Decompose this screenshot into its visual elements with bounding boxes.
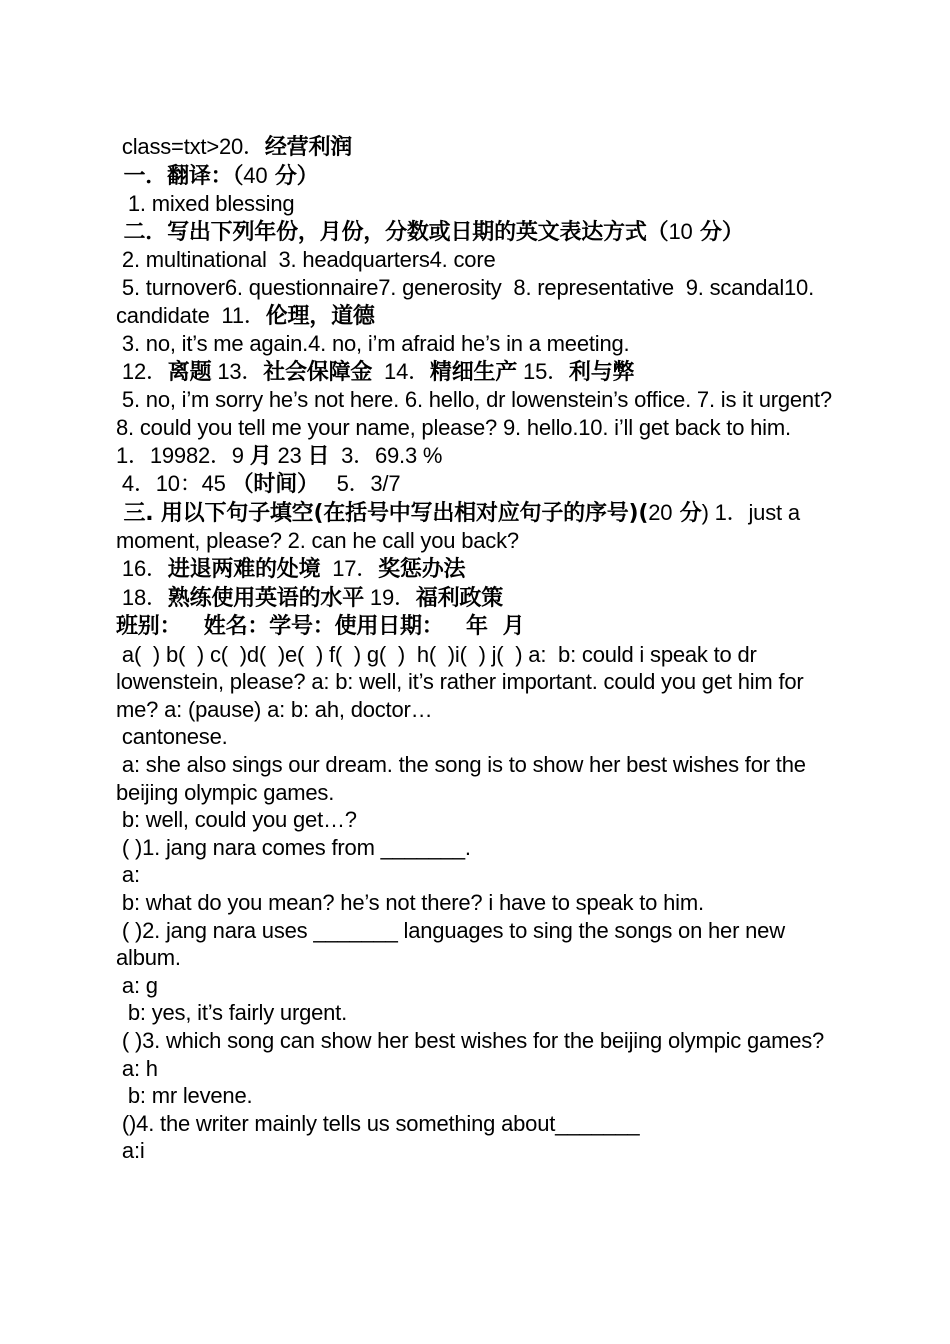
text-segment: 10 xyxy=(668,218,693,244)
text-segment: b: what do you mean? he’s not there? i have to speak to him. xyxy=(116,890,704,916)
text-segment: a: h xyxy=(116,1055,158,1081)
text-segment: a: xyxy=(116,862,140,888)
bold-text-segment: 班别： 姓名：学号：使用日期： 年 月 xyxy=(116,614,525,640)
text-segment: a: g xyxy=(116,972,158,998)
bold-text-segment: 分） xyxy=(692,219,744,245)
text-segment: 18． xyxy=(116,584,168,610)
text-segment: 1．19982．9 xyxy=(116,442,250,468)
text-segment: 14． xyxy=(372,358,430,384)
text-segment: ( )3. which song can show her best wishes for the beijing olympic games? xyxy=(116,1028,825,1053)
text-line xyxy=(116,1137,836,1165)
text-line xyxy=(116,834,836,862)
text-segment: 23 xyxy=(271,442,308,468)
text-segment: 20 xyxy=(648,499,673,525)
text-line xyxy=(116,972,836,1000)
text-line xyxy=(116,133,836,162)
text-line xyxy=(116,1055,836,1083)
bold-text-segment: 福利政策 xyxy=(415,585,503,611)
text-segment: 40 xyxy=(243,162,268,188)
text-line xyxy=(116,218,836,247)
bold-text-segment: 精细生产 xyxy=(429,359,518,385)
bold-text-segment: 二．写出下列年份，月份，分数或日期的英文表达方式（ xyxy=(116,219,669,245)
text-line xyxy=(116,751,836,806)
text-line xyxy=(116,1082,836,1110)
text-segment: a:i xyxy=(116,1138,145,1164)
text-segment: a: she also sings our dream. the song is to show her best wishes for the beijing olympic games. xyxy=(116,752,812,805)
text-line xyxy=(116,358,836,387)
text-segment: ) 1．just a moment, please? 2. can he call you back? xyxy=(116,499,806,554)
document-body xyxy=(116,133,844,1165)
text-line xyxy=(116,190,836,218)
text-line xyxy=(116,1027,836,1055)
text-line xyxy=(116,330,836,358)
bold-text-segment: 离题 xyxy=(167,359,212,385)
bold-text-segment: 社会保障金 xyxy=(263,359,373,385)
text-line xyxy=(116,861,836,889)
text-line xyxy=(116,162,836,191)
text-segment: 17． xyxy=(320,555,379,581)
text-line xyxy=(116,274,836,330)
text-line xyxy=(116,917,836,972)
text-line xyxy=(116,470,836,499)
bold-text-segment: 三. 用以下句子填空(在括号中写出相对应句子的序号)( xyxy=(116,500,649,526)
text-line xyxy=(116,442,836,471)
text-line xyxy=(116,889,836,917)
bold-text-segment: 伦理，道德 xyxy=(265,303,375,329)
text-segment: ()4. the writer mainly tells us something about_______ xyxy=(116,1110,640,1136)
text-segment: 1. mixed blessing xyxy=(116,191,295,217)
text-segment: 3. no, it’s me again.4. no, i’m afraid he’s in a meeting. xyxy=(116,331,630,357)
text-line xyxy=(116,612,836,641)
text-segment: b: yes, it’s fairly urgent. xyxy=(116,1000,348,1026)
bold-text-segment: （时间） xyxy=(231,472,319,498)
text-segment: b: well, could you get…? xyxy=(116,807,357,833)
text-segment: 19． xyxy=(364,584,416,610)
bold-text-segment: 进退两难的处境 xyxy=(167,556,321,582)
text-line xyxy=(116,246,836,274)
bold-text-segment: 经营利润 xyxy=(264,135,353,160)
text-segment: 5．3/7 xyxy=(318,471,401,497)
text-segment: 2. multinational 3. headquarters4. core xyxy=(116,247,496,273)
text-segment: 15． xyxy=(517,358,569,384)
text-line xyxy=(116,999,836,1027)
text-segment: 12． xyxy=(116,358,168,384)
text-line xyxy=(116,641,836,724)
text-segment: 3．69.3 % xyxy=(329,442,443,468)
text-segment: cantonese. xyxy=(116,724,228,750)
text-segment: 4．10：45 xyxy=(116,471,232,497)
text-segment: a( ) b( ) c( )d( )e( ) f( ) g( ) h( )i( ) j( ) a: b: could i speak to dr lowenstein, please? a: b: well, it’s rather important. could you get him for me? a: (pause) a: b: ah, doctor… xyxy=(116,641,810,722)
text-line xyxy=(116,584,836,613)
text-segment: class=txt>20． xyxy=(116,134,265,159)
text-segment: 16． xyxy=(116,555,168,581)
bold-text-segment: 分） xyxy=(267,163,319,189)
text-line xyxy=(116,555,836,584)
bold-text-segment: 一．翻译：（ xyxy=(116,163,244,189)
text-segment: 5. no, i’m sorry he’s not here. 6. hello, dr lowenstein’s office. 7. is it urgent? 8. could you tell me your name, please? 9. hello.10. i’ll get back to him. xyxy=(116,387,844,440)
bold-text-segment: 利与弊 xyxy=(568,359,635,385)
text-segment: 13． xyxy=(211,358,264,384)
text-line xyxy=(116,806,836,834)
text-line xyxy=(116,386,844,441)
bold-text-segment: 月 xyxy=(249,443,272,469)
text-segment: b: mr levene. xyxy=(116,1083,253,1109)
text-segment: 5. turnover6. questionnaire7. generosity 8. representative 9. scandal10. candidate 11． xyxy=(116,274,820,328)
text-segment: ( )1. jang nara comes from _______. xyxy=(116,834,471,860)
text-line xyxy=(116,499,836,555)
bold-text-segment: 熟练使用英语的水平 xyxy=(167,585,364,611)
text-segment: ( )2. jang nara uses _______ languages to sing the songs on her new album. xyxy=(116,917,791,971)
bold-text-segment: 奖惩办法 xyxy=(378,556,466,582)
text-line xyxy=(116,1110,836,1138)
bold-text-segment: 日 xyxy=(307,443,330,469)
text-line xyxy=(116,723,836,751)
bold-text-segment: 分 xyxy=(672,500,702,526)
